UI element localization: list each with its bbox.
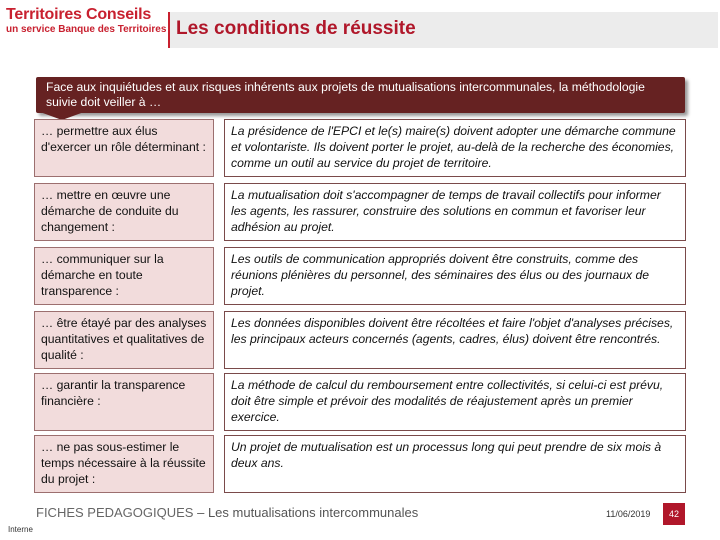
footer-subtitle: – Les mutualisations intercommunales — [193, 505, 419, 520]
condition-description: La méthode de calcul du remboursement entre collectivités, si celui-ci est prévu, doit être simple et prévoir des modalités de réajustement après un premier exercice. — [224, 373, 686, 431]
page-title: Les conditions de réussite — [176, 18, 416, 39]
classification-label: Interne — [8, 525, 33, 534]
condition-description: Les données disponibles doivent être récoltées et faire l'objet d'analyses précises, les principaux acteurs concernés (agents, cadres, élus) doivent être rencontrés. — [224, 311, 686, 369]
condition-label: … garantir la transparence financière : — [34, 373, 214, 431]
condition-description: La mutualisation doit s'accompagner de temps de travail collectifs pour informer les agents, les rassurer, construire des solutions en commun et favoriser leur adhésion au projet. — [224, 183, 686, 241]
title-bar — [168, 12, 718, 48]
condition-label: … être étayé par des analyses quantitatives et qualitatives de qualité : — [34, 311, 214, 369]
condition-description: La présidence de l'EPCI et le(s) maire(s) doivent adopter une démarche commune et volontariste. Ils doivent porter le projet, au-delà de la recherche des économies, comme un outil au service du projet de territoire. — [224, 119, 686, 177]
condition-description: Un projet de mutualisation est un processus long qui peut prendre de six mois à deux ans. — [224, 435, 686, 493]
footer-section: FICHES PEDAGOGIQUES — [36, 505, 194, 520]
condition-label: … permettre aux élus d'exercer un rôle déterminant : — [34, 119, 214, 177]
footer-date: 11/06/2019 — [606, 509, 651, 519]
condition-row — [34, 247, 686, 305]
condition-row — [34, 373, 686, 431]
brand-logo — [6, 6, 168, 36]
condition-row — [34, 435, 686, 493]
intro-banner: Face aux inquiétudes et aux risques inhérents aux projets de mutualisations intercommunales, la méthodologie suivie doit veiller à … — [36, 77, 685, 113]
logo-subtitle: un service Banque des Territoires — [6, 24, 167, 35]
logo-title: Territoires Conseils — [6, 6, 152, 23]
page-number-badge: 42 — [663, 503, 685, 525]
condition-description: Les outils de communication appropriés doivent être construits, comme des réunions plénières du personnel, des séminaires des élus ou des journaux de projet. — [224, 247, 686, 305]
condition-row — [34, 311, 686, 369]
condition-label: … ne pas sous-estimer le temps nécessaire à la réussite du projet : — [34, 435, 214, 493]
condition-row — [34, 183, 686, 241]
footer-title — [36, 505, 418, 520]
condition-row — [34, 119, 686, 177]
condition-label: … mettre en œuvre une démarche de conduite du changement : — [34, 183, 214, 241]
condition-label: … communiquer sur la démarche en toute transparence : — [34, 247, 214, 305]
